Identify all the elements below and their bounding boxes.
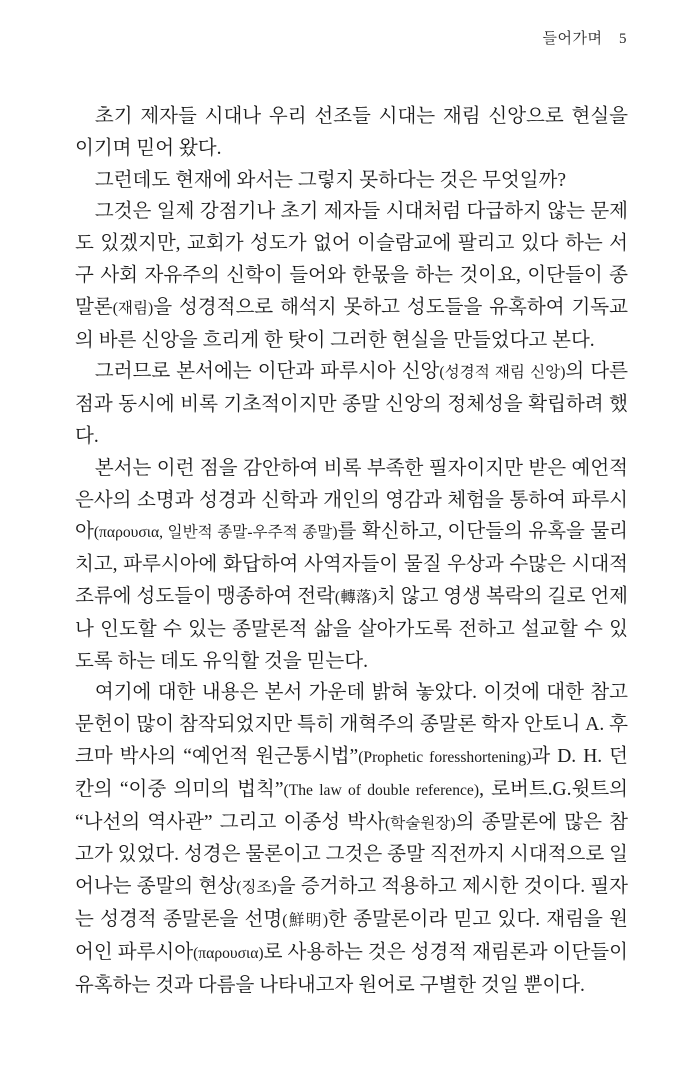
- text-run: 한 종말론이라 믿고 있다. 재림을 원어인 파루시아: [75, 908, 629, 963]
- text-run: (παρουσια, 일반적 종말-우주적 종말): [93, 524, 338, 542]
- text-run: 를 확신하고, 이단들의 유혹을 물리치고, 파루시아에 화답하여 사역자들이 물질 우상과 수많은 시대적 조류에 성도들이 맹종하여 전락: [75, 521, 629, 607]
- page-body: [75, 101, 628, 1001]
- text-run: (παρουσια): [193, 944, 264, 962]
- text-run: 로 사용하는 것은 성경적 재림론과 이단들이 유혹하는 것과 다름을 나타내고자 원어로 구별한 것일 뿐이다.: [75, 941, 628, 996]
- text-run: 과 D. H. 던칸의 “이중 의미의 법칙”: [75, 745, 628, 800]
- text-run: (鮮明): [282, 911, 329, 929]
- text-run: 초기 제자들 시대나 우리 선조들 시대는 재림 신앙으로 현실을 이기며 믿어 왔다.: [75, 106, 628, 159]
- text-run: (Prophetic foresshortening): [358, 748, 532, 766]
- page-number: 5: [619, 31, 627, 47]
- text-run: , 로버트.G.윗트의 “나선의 역사관” 그리고 이종성 박사: [75, 778, 629, 833]
- text-run: 그것은 일제 강점기나 초기 제자들 시대처럼 다급하지 않는 문제도 있겠지만, 교회가 성도가 없어 이슬람교에 팔리고 있다 하는 서구 사회 자유주의 신학이 들어와 한몫을 하는 것이요, 이단들이 종말론: [75, 201, 628, 318]
- paragraph: [75, 101, 628, 165]
- text-run: 의 종말론에 많은 참고가 있었다. 성경은 물론이고 그것은 종말 직전까지 시대적으로 일어나는 종말의 현상: [75, 811, 629, 898]
- text-run: 의 다른 점과 동시에 비록 기초적이지만 종말 신앙의 정체성을 확립하려 했다.: [75, 361, 629, 447]
- text-run: 을 성경적으로 해석지 못하고 성도들을 유혹하여 기독교의 바른 신앙을 흐리게 한 탓이 그러한 현실을 만들었다고 본다.: [75, 296, 628, 351]
- paragraph: [75, 356, 628, 452]
- text-run: (성경적 재림 신앙): [439, 364, 566, 382]
- text-run: (학술원장): [384, 814, 456, 832]
- text-run: 본서는 이런 점을 감안하여 비록 부족한 필자이지만 받은 예언적 은사의 소명과 성경과 신학과 개인의 영감과 체험을 통하여 파루시아: [75, 457, 628, 543]
- paragraph: [75, 453, 628, 678]
- text-run: 을 증거하고 적용하고 제시한 것이다. 필자는 성경적 종말론을 선명: [75, 876, 629, 930]
- running-header-section-title: 들어가며: [542, 31, 603, 47]
- running-header: [543, 27, 627, 48]
- text-run: 그런데도 현재에 와서는 그렇지 못하다는 것은 무엇일까?: [94, 169, 567, 191]
- text-run: (징조): [236, 879, 277, 897]
- text-run: (轉落): [334, 588, 377, 606]
- paragraph: [75, 165, 628, 197]
- paragraph: [75, 677, 628, 1001]
- text-run: 그러므로 본서에는 이단과 파루시아 신앙: [94, 361, 440, 383]
- text-run: 여기에 대한 내용은 본서 가운데 밝혀 놓았다. 이것에 대한 참고 문헌이 많이 참작되었지만 특히 개혁주의 종말론 학자 안토니 A. 후크마 박사의 “예언적 원근통시법”: [75, 682, 628, 767]
- paragraph: [75, 196, 628, 356]
- text-run: (The law of double reference): [283, 781, 480, 799]
- text-run: (재림): [112, 299, 154, 317]
- text-run: 치 않고 영생 복락의 길로 언제나 인도할 수 있는 종말론적 삶을 살아가도록 전하고 설교할 수 있도록 하는 데도 유익할 것을 믿는다.: [75, 585, 629, 672]
